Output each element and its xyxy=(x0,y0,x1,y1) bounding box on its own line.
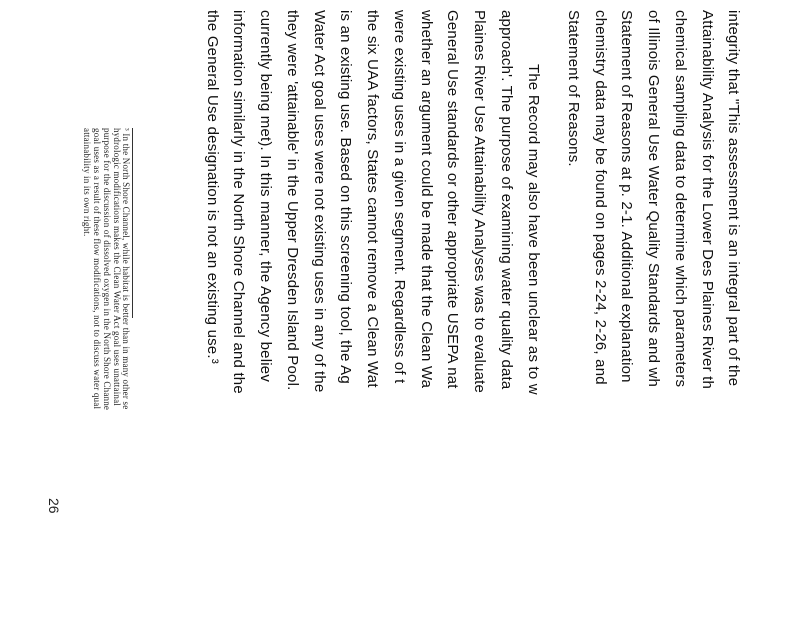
body-line: integrity that "This assessment is an integral part of the xyxy=(725,10,742,387)
footnote-line: hydrologic modifications makes the Clean Water Act goal uses unattainal xyxy=(112,128,122,406)
body-line: chemistry data may be found on pages 2-24, 2-26, and xyxy=(592,10,609,385)
body-line: they were 'attainable' in the Upper Dresden Island Pool. xyxy=(284,10,301,391)
footnote-rule xyxy=(132,128,133,318)
body-line: Attainability Analysis for the Lower Des Plaines River th xyxy=(699,10,716,390)
body-line: of Illinois General Use Water Quality Standards and wh xyxy=(645,10,662,388)
body-line: Statement of Reasons at p. 2-1. Additional explanation xyxy=(618,10,635,383)
body-line: is an existing use. Based on this screening tool, the Ag xyxy=(337,10,354,384)
body-line: were existing uses in a given segment. Regardless of t xyxy=(391,10,408,384)
footnote-line: ³ In the North Shore Channel, while habitat is better than in many other se xyxy=(121,128,131,410)
body-line: whether an argument could be made that the Clean Wa xyxy=(418,10,435,389)
body-line: Water Act goal uses were not existing uses in any of the xyxy=(311,10,328,393)
body-line: currently being met). In this manner, the Agency believ xyxy=(257,10,274,383)
body-line: Plaines River Use Attainability Analyses was to evaluate xyxy=(471,10,488,394)
body-line: General Use standards or other appropriate USEPA nat xyxy=(444,10,461,389)
body-line: Statement of Reasons. xyxy=(565,10,582,167)
body-line: the six UAA factors, States cannot remove a Clean Wat xyxy=(364,10,381,388)
footnote-line: purpose for the discussion of dissolved oxygen in the North Shore Channe xyxy=(102,128,112,411)
paragraph-start-line: The Record may also have been unclear as to w xyxy=(525,64,542,395)
footnote-line: goal uses as a result of these flow modifications, not to discuss water qual xyxy=(92,128,102,410)
body-line: information similarly in the North Shore Channel and the xyxy=(230,10,247,394)
body-line: the General Use designation is not an existing use.³ xyxy=(204,10,221,364)
footnote-line: attainability in its own right. xyxy=(82,128,92,237)
page-number: 26 xyxy=(46,498,62,514)
body-line: chemical sampling data to determine which parameters xyxy=(672,10,689,388)
body-line: approach'. The purpose of examining water quality data xyxy=(498,10,515,390)
